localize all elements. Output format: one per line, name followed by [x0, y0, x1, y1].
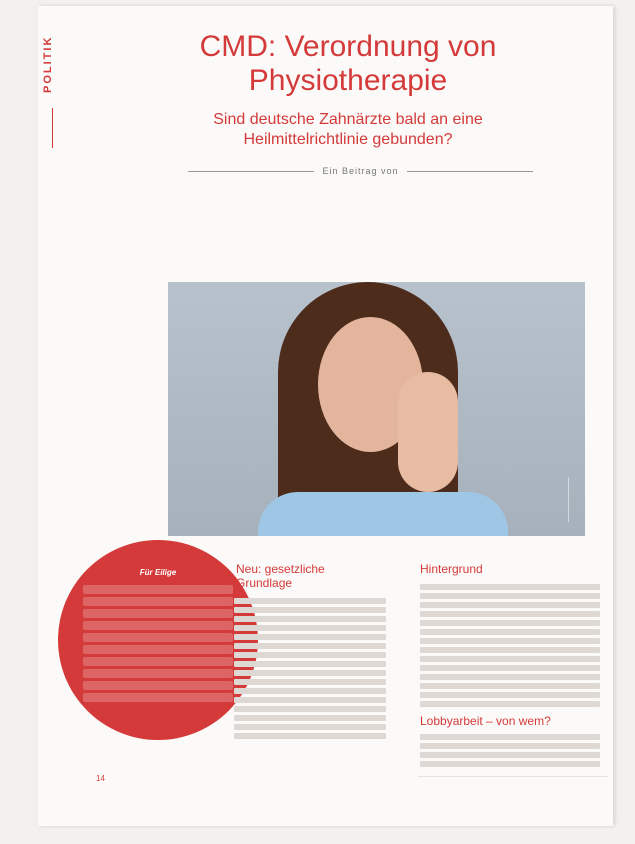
quick-read-heading: Für Eilige: [139, 568, 177, 577]
subtitle-line-2: Heilmittelrichtlinie gebunden?: [243, 131, 453, 148]
quick-read-circle: [58, 540, 258, 740]
section-label: POLITIK: [42, 35, 54, 93]
title-line-1: CMD: Verordnung von: [199, 30, 497, 63]
byline-rule-left: [188, 171, 314, 172]
photo-credit-placeholder: [568, 477, 569, 522]
footer-rule: [418, 776, 608, 777]
byline-row: [188, 166, 533, 176]
photo-hand: [398, 372, 458, 492]
body-column-right-2-placeholder: [420, 734, 600, 770]
magazine-page: [38, 6, 613, 826]
quick-read-text-placeholder: [83, 585, 233, 705]
subtitle-line-1: Sind deutsche Zahnärzte bald an eine: [213, 111, 483, 128]
section-heading-neu: Neu: gesetzliche Grundlage: [236, 562, 325, 590]
section-divider: [52, 108, 53, 148]
section-heading-lobbyarbeit: Lobbyarbeit – von wem?: [420, 714, 551, 728]
article-subtitle: [178, 110, 518, 150]
byline: Ein Beitrag von: [322, 166, 399, 176]
article-photo: [168, 282, 585, 536]
byline-rule-right: [407, 171, 533, 172]
section-heading-hintergrund: Hintergrund: [420, 562, 483, 576]
body-column-mid-placeholder: [234, 598, 386, 742]
page-number: 14: [96, 774, 105, 783]
photo-shirt: [258, 492, 508, 536]
body-column-right-placeholder: [420, 584, 600, 710]
title-line-2: Physiotherapie: [248, 64, 448, 97]
article-title: [148, 30, 548, 98]
lead-paragraph-placeholder: [186, 187, 536, 198]
